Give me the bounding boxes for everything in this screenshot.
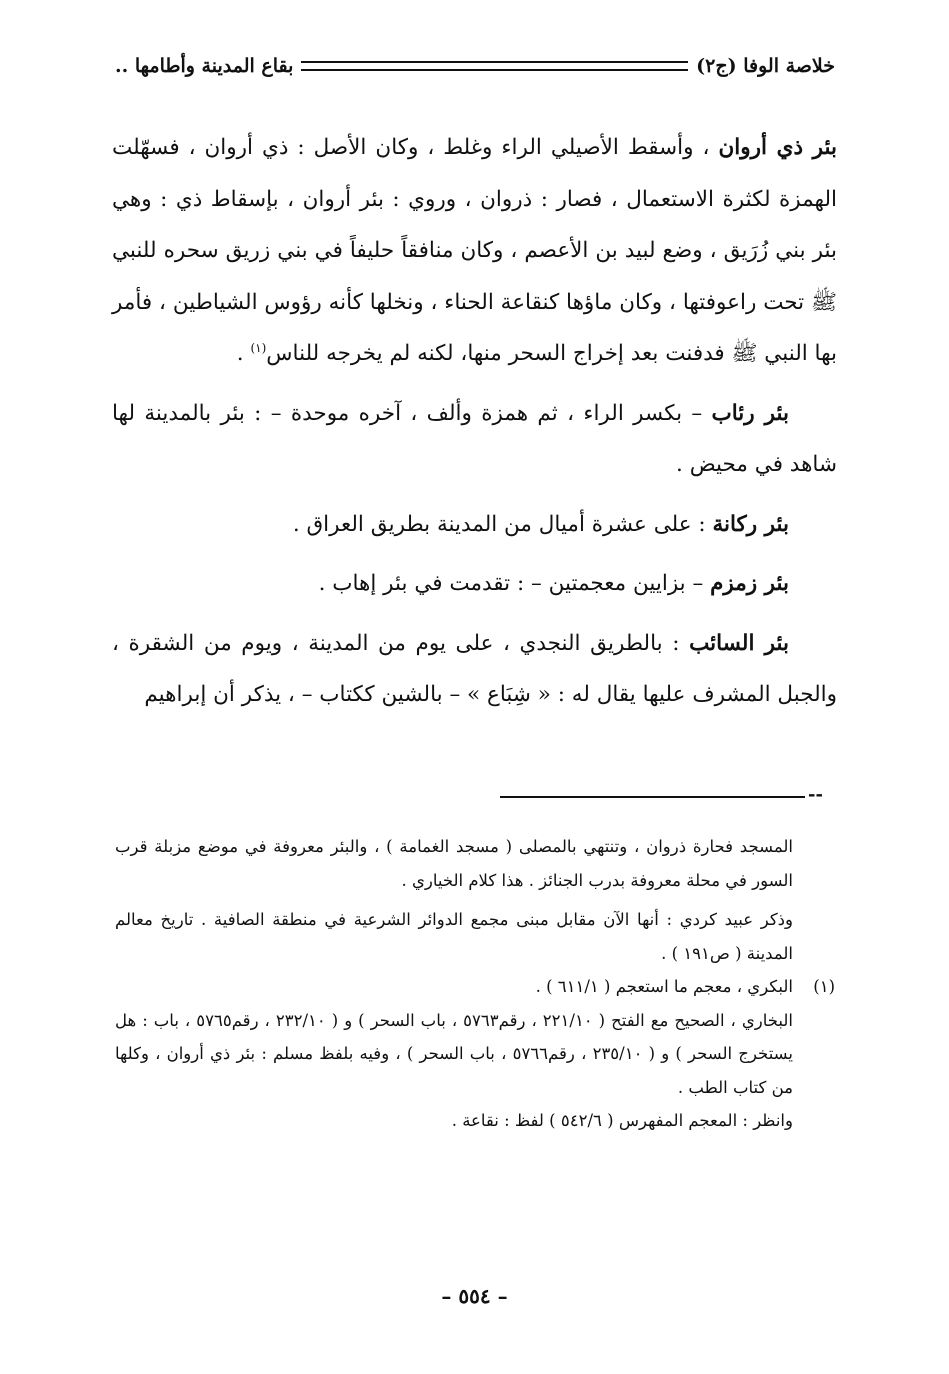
entry-dhi-arwan — [112, 122, 837, 380]
footnotes — [115, 830, 835, 1138]
footnote-1-line-2: البخاري ، الصحيح مع الفتح ( ٢٢١/١٠ ، رقم٥٧٦٣ ، باب السحر ) و ( ٢٣٢/١٠ ، رقم٥٧٦٥ ، باب : هل يستخرج السحر ) و ( ٢٣٥/١٠ ، رقم٥٧٦٦ ، باب السحر ) ، وفيه بلفظ مسلم : بئر ذي أروان ، وكلها من كتاب الطب . — [115, 1010, 794, 1097]
footnote-continued-2: وذكر عبيد كردي : أنها الآن مقابل مبنى مجمع الدوائر الشرعية في منطقة الصافية . تاريخ معالم المدينة ( ص١٩١ ) . — [115, 910, 793, 963]
header-chapter: خلاصة الوفا (ج٢) — [696, 55, 835, 77]
footnote-1 — [115, 970, 835, 1004]
header-rule — [301, 61, 688, 71]
entry-term: بئر ذي أروان — [718, 135, 837, 160]
entry-text: : بالطريق النجدي ، على يوم من المدينة ، ويوم من الشقرة ، والجبل المشرف عليها يقال له : « شِبَاع » – بالشين ككتاب – ، يذكر أن إبراهيم — [112, 630, 837, 707]
footnote-separator — [500, 796, 805, 798]
entry-riab — [112, 388, 837, 491]
entry-term: بئر رئاب — [711, 400, 790, 426]
footnote-continued-1: المسجد فحارة ذروان ، وتنتهي بالمصلى ( مسجد الغمامة ) ، والبئر معروفة في موضع مزبلة قرب السور في محلة معروفة بدرب الجنائز . هذا كلام الخياري . — [115, 837, 793, 890]
entry-saib — [112, 618, 837, 721]
footnote-ref: (١) — [250, 340, 267, 355]
entry-rukana — [112, 499, 837, 551]
main-text — [112, 122, 837, 721]
entry-text: – بزايين معجمتين – : تقدمت في بئر إهاب . — [318, 571, 711, 596]
entry-text: ، وأسقط الأصيلي الراء وغلط ، وكان الأصل : ذي أروان ، فسهّلت الهمزة لكثرة الاستعمال ، فصار : ذروان ، وروي : بئر أروان ، بإسقاط ذي : وهي بئر بني زُرَيق ، وضع لبيد بن الأعصم ، وكان منافقاً حليفاً في بني زريق سحره للنبي ﷺ تحت راعوفتها ، وكان ماؤها كنقاعة الحناء ، ونخلها كأنه رؤوس الشياطين ، فأمر بها النبي ﷺ فدفنت بعد إخراج السحر منها، لكنه لم يخرجه للناس — [112, 135, 837, 366]
footnote-continuation-mark: -- — [808, 784, 823, 805]
footnote-1-line-3: وانظر : المعجم المفهرس ( ٥٤٢/٦ ) لفظ : نقاعة . — [451, 1111, 793, 1130]
entry-zamzam — [112, 558, 837, 610]
footnote-1-line-1: البكري ، معجم ما استعجم ( ٦١١/١ ) . — [535, 977, 793, 996]
entry-text: : على عشرة أميال من المدينة بطريق العراق . — [292, 511, 713, 537]
entry-end: . — [236, 341, 251, 366]
running-header — [115, 48, 835, 84]
entry-term: بئر السائب — [689, 630, 789, 656]
header-title: بقاع المدينة وأطامها .. — [115, 55, 294, 77]
entry-term: بئر ركانة — [712, 511, 789, 537]
footnote-number: (١) — [813, 977, 835, 996]
entry-text: – بكسر الراء ، ثم همزة وألف ، آخره موحدة – : بئر بالمدينة لها شاهد في محيض . — [112, 400, 837, 477]
page-number: – ٥٥٤ – — [441, 1284, 508, 1308]
entry-term: بئر زمزم — [710, 571, 789, 596]
